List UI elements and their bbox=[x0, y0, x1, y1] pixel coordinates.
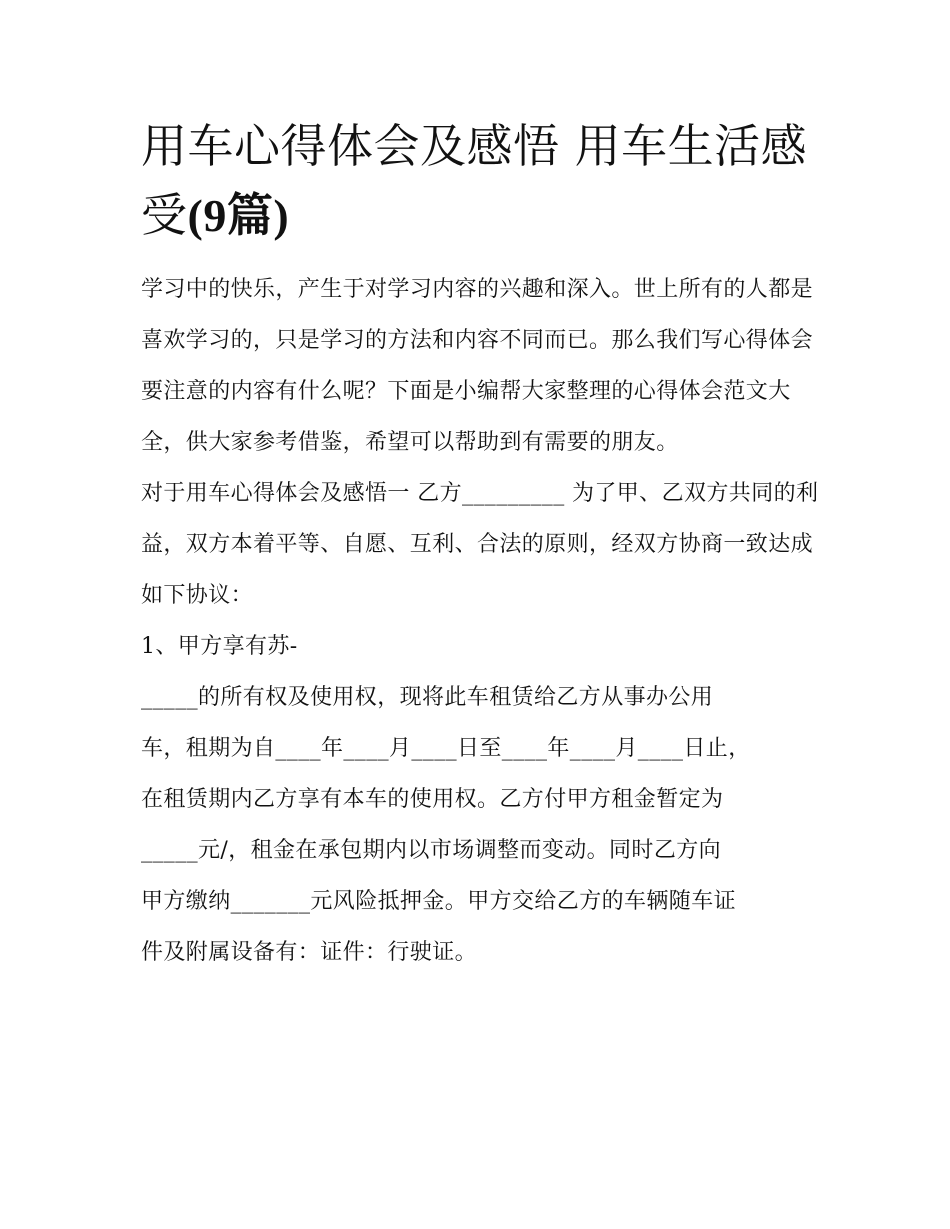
clause-1-line-4: _____元/，租金在承包期内以市场调整而变动。同时乙方向 bbox=[141, 838, 722, 863]
clause-1-line-3: 在租赁期内乙方享有本车的使用权。乙方付甲方租金暂定为 bbox=[141, 787, 724, 812]
title-count: (9篇) bbox=[187, 190, 290, 241]
clause-1-line-5: 甲方缴纳_______元风险抵押金。甲方交给乙方的车辆随车证 bbox=[141, 889, 737, 914]
agreement-paragraph: 对于用车心得体会及感悟一 乙方_________ 为了甲、乙双方共同的利益，双方本着平等、自愿、互利、合法的原则，经双方协商一致达成如下协议： bbox=[141, 481, 819, 608]
document-title bbox=[141, 112, 821, 250]
clause-1-line-6: 件及附属设备有：证件：行驶证。 bbox=[141, 940, 478, 965]
document-page bbox=[141, 112, 821, 978]
clause-1-line-1: _____的所有权及使用权，现将此车租赁给乙方从事办公用 bbox=[141, 685, 714, 710]
clause-1-heading: 1、甲方享有苏- bbox=[141, 634, 298, 659]
intro-paragraph: 学习中的快乐，产生于对学习内容的兴趣和深入。世上所有的人都是喜欢学习的，只是学习的方法和内容不同而已。那么我们写心得体会要注意的内容有什么呢？下面是小编帮大家整理的心得体会范文大全，供大家参考借鉴，希望可以帮助到有需要的朋友。 bbox=[141, 277, 814, 455]
clause-1-line-2: 车，租期为自____年____月____日至____年____月____日止， bbox=[141, 736, 751, 761]
title-text: 用车心得体会及感悟 用车生活感受 bbox=[141, 119, 808, 242]
